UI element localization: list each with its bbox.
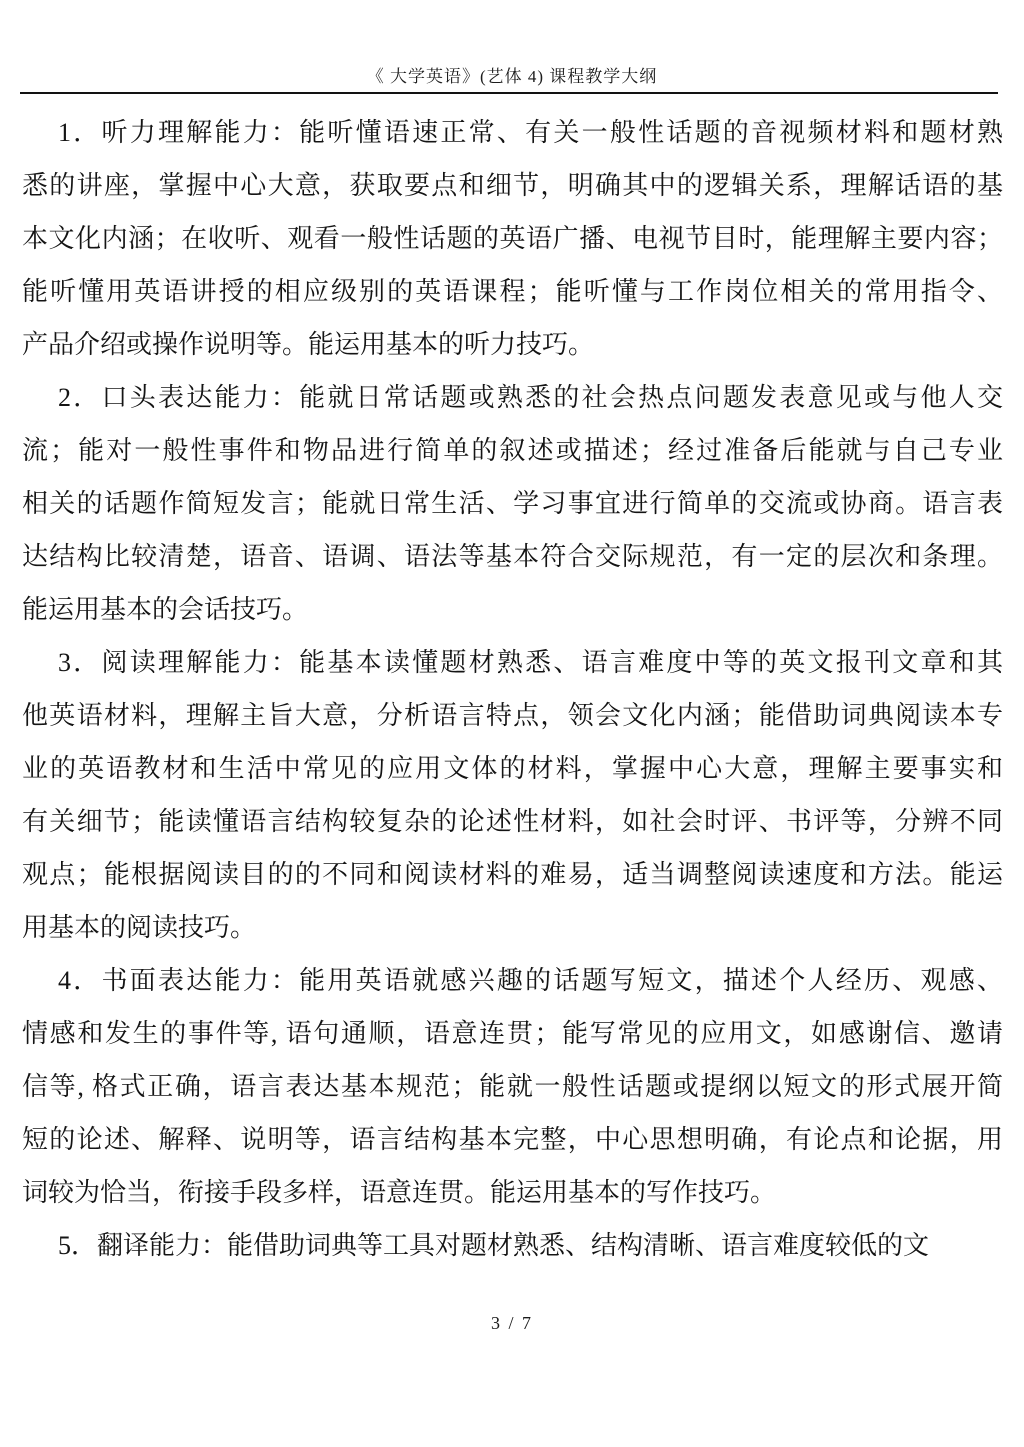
text-line: 本文化内涵；在收听、观看一般性话题的英语广播、电视节目时，能理解主要内容； (22, 224, 1003, 253)
text-line: 3．阅读理解能力：能基本读懂题材熟悉、语言难度中等的英文报刊文章和其 (58, 648, 1003, 677)
text-line: 达结构比较清楚，语音、语调、语法等基本符合交际规范，有一定的层次和条理。 (22, 542, 1003, 571)
text-line: 能听懂用英语讲授的相应级别的英语课程；能听懂与工作岗位相关的常用指令、 (22, 277, 1003, 306)
text-line: 4．书面表达能力：能用英语就感兴趣的话题写短文，描述个人经历、观感、 (58, 966, 1003, 995)
header-rule-divider (20, 92, 998, 94)
text-line: 用基本的阅读技巧。 (22, 913, 257, 942)
page-header-title: 《 大学英语》(艺体 4) 课程教学大纲 (366, 67, 658, 86)
text-line: 1．听力理解能力：能听懂语速正常、有关一般性话题的音视频材料和题材熟 (58, 118, 1003, 147)
text-line: 能运用基本的会话技巧。 (22, 595, 309, 624)
page-number: 3 / 7 (490, 1313, 533, 1333)
text-line: 业的英语教材和生活中常见的应用文体的材料，掌握中心大意，理解主要事实和 (22, 754, 1003, 783)
text-line: 有关细节；能读懂语言结构较复杂的论述性材料，如社会时评、书评等，分辨不同 (22, 807, 1003, 836)
text-line: 产品介绍或操作说明等。能运用基本的听力技巧。 (22, 330, 595, 359)
text-line: 情感和发生的事件等, 语句通顺，语意连贯；能写常见的应用文，如感谢信、邀请 (22, 1019, 1003, 1048)
text-line: 信等, 格式正确，语言表达基本规范；能就一般性话题或提纲以短文的形式展开简 (22, 1072, 1003, 1101)
text-line: 观点；能根据阅读目的的不同和阅读材料的难易，适当调整阅读速度和方法。能运 (22, 860, 1003, 889)
text-line: 短的论述、解释、说明等，语言结构基本完整，中心思想明确，有论点和论据，用 (22, 1125, 1003, 1154)
text-line: 相关的话题作简短发言；能就日常生活、学习事宜进行简单的交流或协商。语言表 (22, 489, 1003, 518)
page-footer (0, 1313, 1024, 1334)
text-line: 2．口头表达能力：能就日常话题或熟悉的社会热点问题发表意见或与他人交 (58, 383, 1003, 412)
document-body (22, 106, 1003, 1272)
text-line: 流；能对一般性事件和物品进行简单的叙述或描述；经过准备后能就与自己专业 (22, 436, 1003, 465)
text-line: 悉的讲座，掌握中心大意，获取要点和细节，明确其中的逻辑关系，理解话语的基 (22, 171, 1003, 200)
text-line: 词较为恰当，衔接手段多样，语意连贯。能运用基本的写作技巧。 (22, 1178, 777, 1207)
text-line: 他英语材料，理解主旨大意，分析语言特点，领会文化内涵；能借助词典阅读本专 (22, 701, 1003, 730)
text-line: 5．翻译能力：能借助词典等工具对题材熟悉、结构清晰、语言难度较低的文 (58, 1231, 930, 1260)
